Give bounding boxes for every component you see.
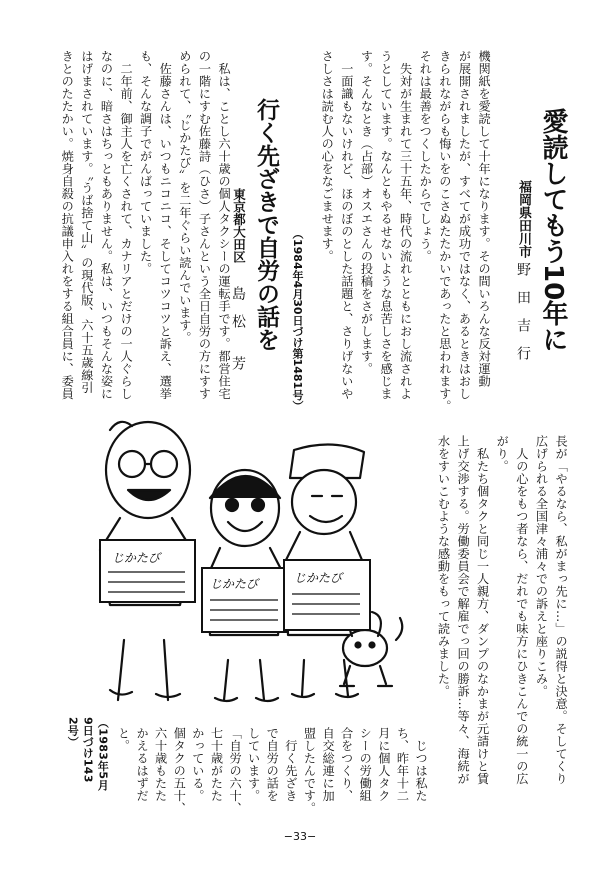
article1-author: 野 田 吉 行: [515, 262, 531, 360]
text-column: 私は、ことし六十歳の個人タクシーの運転手です。都営住宅: [217, 50, 232, 400]
cartoon-illustration: [60, 390, 410, 710]
page-number: −33−: [283, 830, 317, 843]
text-column: められて、〝じかたび〟を二年ぐらい読んでいます。: [177, 50, 192, 344]
text-column: しています。: [246, 727, 261, 802]
text-column: 佐藤さんは、いつもニコニコ、そしてコツコツと訴え、選挙: [158, 50, 173, 400]
text-column: 失対が生まれて三十五年、時代の流れとともにおし流されよ: [398, 50, 413, 400]
text-column: かえるはずだ: [135, 727, 150, 802]
sign-left: [100, 540, 195, 602]
sign-right-label: じかたび: [294, 571, 343, 585]
text-column: 六十歳もたた: [153, 727, 168, 802]
text-column: 盟したんです。: [302, 727, 317, 815]
text-column: す。そんなとき（占部）オスエさんの投稿をさがします。: [359, 50, 374, 375]
article1-affiliation: 福岡県田川市: [516, 180, 531, 258]
text-column: 機関紙を愛読して十年になります。その間いろんな反対運動: [477, 50, 492, 388]
text-column: シーの労働組: [358, 727, 373, 802]
text-column: 行く先ざき: [283, 727, 298, 802]
text-column: 人の心をもつ者なら、だれでも味方にひきこんでの統一の広: [514, 435, 529, 785]
text-column: きられながらも悔いをのこさぬたたかいであったと思われます。: [437, 50, 452, 413]
text-column: （1983年5月: [96, 717, 110, 791]
sign-left-label: じかたび: [112, 551, 161, 565]
text-column: がり。: [495, 435, 510, 473]
text-column: の一階にすむ佐藤詩（ひさ）子さんという全日自労の方にすす: [197, 50, 212, 400]
text-column: 七十歳がたた: [209, 727, 224, 802]
text-column: なのに、暗さはちっともありません。私は、いつもそんな姿に: [99, 50, 114, 400]
text-column: で自労の話を: [265, 727, 280, 802]
text-column: 合をつくり、: [339, 727, 354, 802]
text-column: 自交総連に加: [321, 727, 336, 802]
article1-date: （1984年4月30日づけ第1481号）: [291, 228, 304, 412]
text-column: 月に個人タク: [376, 727, 391, 802]
text-column: きとのたたかい。焼身自殺の抗議申入れをする組合員に、委員: [60, 50, 75, 400]
text-column: 「自労の六十、: [228, 727, 243, 815]
article1-title: 愛読してもう10年に: [538, 108, 568, 353]
text-column: 私たち個タクと同じ一人親方、ダンプのなかまが元請けと賃: [475, 435, 490, 785]
text-column: 水をすいこむような感動をもって読みました。: [436, 435, 451, 698]
text-column: が展開されましたが、すべてが成功ではなく、あるときはおし: [457, 50, 472, 400]
text-column: と。: [116, 727, 131, 752]
text-column: さしさは読む人の心をなごませます。: [320, 50, 335, 263]
article2-affiliation: 東京都大田区: [231, 188, 247, 263]
text-column: 個タクの五十、: [172, 727, 187, 815]
text-column: も、そんな調子でがんばっていました。: [138, 50, 153, 275]
article2-author: 島 松 芳: [230, 286, 246, 370]
text-column: 長が「やるなら、私がまっ先に…」の説得と決意。そしてくり: [554, 435, 569, 785]
text-column: かっている。: [190, 727, 205, 802]
text-column: 二年前、御主人を亡くされて、カナリアとだけの一人ぐらし: [119, 50, 134, 400]
text-column: ち、昨年十二: [395, 727, 410, 802]
text-column: 2号）: [66, 717, 80, 748]
text-column: それは最善をつくしたからでしょう。: [418, 50, 433, 263]
text-column: 上げ交渉する。労働委員会で解雇でっ回の勝訴…等々、海続が: [456, 435, 471, 785]
text-column: 9日づけ143: [81, 717, 95, 783]
text-column: 一面識もないけれど、ほのぼのとした話題と、さりげないや: [339, 50, 354, 400]
sign-middle-label: じかたび: [210, 577, 259, 591]
text-column: じつは私た: [414, 727, 429, 802]
text-column: 広げられる全国津々浦々での訴えと座りこみ。: [534, 435, 549, 698]
article2-title: 行く先ざきで自労の話を: [253, 98, 279, 351]
text-column: はげまされています。〝うば捨て山〟の現代版、六十五歳線引: [79, 50, 94, 394]
text-column: うとしています。なんともやるせないような息苦しさを感じま: [379, 50, 394, 400]
